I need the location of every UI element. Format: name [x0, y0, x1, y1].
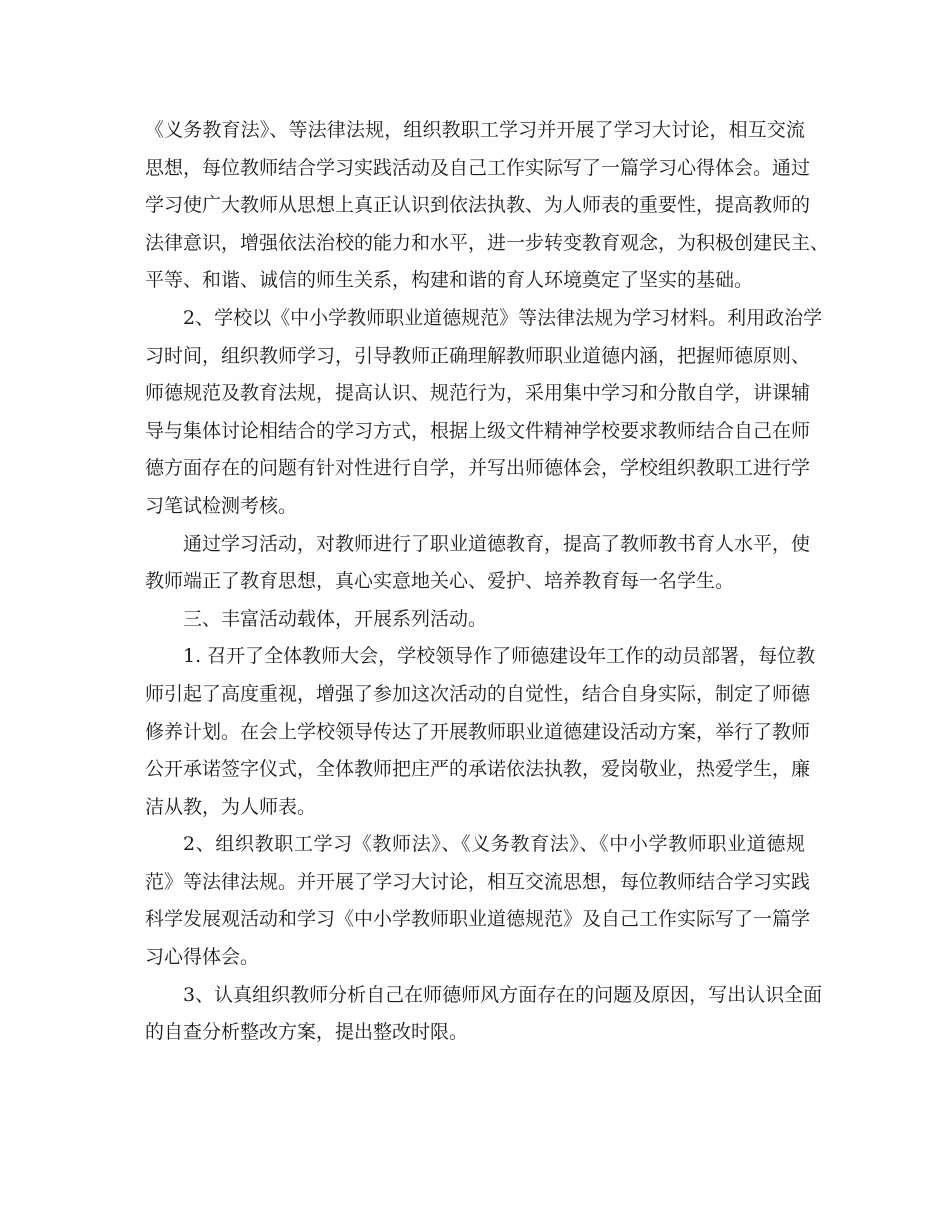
text-line: 法律意识，增强依法治校的能力和水平，进一步转变教育观念，为积极创建民主、: [145, 231, 830, 254]
text-line: 2、组织教职工学习《教师法》、《义务教育法》、《中小学教师职业道德规: [183, 833, 805, 856]
text-line: 2、学校以《中小学教师职业道德规范》等法律法规为学习材料。利用政治学: [183, 306, 823, 329]
paragraph: [145, 826, 811, 976]
text-line: 平等、和谐、诚信的师生关系，构建和谐的育人环境奠定了坚实的基础。: [145, 269, 754, 292]
text-line: 三、丰富活动载体，开展系列活动。: [183, 607, 488, 630]
text-line: 教师端正了教育思想，真心实意地关心、爱护、培养教育每一名学生。: [145, 570, 735, 593]
paragraph: [145, 601, 805, 639]
text-line: 师引起了高度重视，增强了参加这次活动的自觉性，结合自身实际，制定了师德: [145, 682, 811, 705]
text-line: 公开承诺签字仪式，全体教师把庄严的承诺依法执教，爱岗敬业，热爱学生，廉: [145, 758, 811, 781]
text-line: 德方面存在的问题有针对性进行自学，并写出师德体会，学校组织教职工进行学: [145, 457, 811, 480]
text-line: 思想，每位教师结合学习实践活动及自己工作实际写了一篇学习心得体会。通过: [145, 156, 811, 179]
text-line: 《义务教育法》、等法律法规，组织教职工学习并开展了学习大讨论，相互交流: [145, 119, 805, 141]
document-body: [145, 112, 830, 1052]
text-line: 修养计划。在会上学校领导传达了开展教师职业道德建设活动方案，举行了教师: [145, 720, 811, 743]
text-line: 习心得体会。: [145, 946, 260, 969]
text-line: 洁从教，为人师表。: [145, 795, 317, 818]
text-line: 的自查分析整改方案，提出整改时限。: [145, 1021, 469, 1044]
paragraph: [145, 526, 811, 601]
paragraph: [145, 638, 816, 826]
text-line: 习笔试检测考核。: [145, 494, 298, 517]
text-line: 学习使广大教师从思想上真正认识到依法执教、为人师表的重要性，提高教师的: [145, 194, 811, 217]
text-line: 范》等法律法规。并开展了学习大讨论，相互交流思想，每位教师结合学习实践: [145, 870, 811, 893]
text-line: 科学发展观活动和学习《中小学教师职业道德规范》及自己工作实际写了一篇学: [145, 908, 811, 931]
text-line: 习时间，组织教师学习，引导教师正确理解教师职业道德内涵，把握师德原则、: [145, 344, 811, 367]
paragraph: [145, 977, 823, 1052]
paragraph: [145, 300, 823, 526]
text-line: 3、认真组织教师分析自己在师德师风方面存在的问题及原因，写出认识全面: [183, 983, 823, 1006]
text-line: 导与集体讨论相结合的学习方式，根据上级文件精神学校要求教师结合自己在师: [145, 419, 811, 442]
text-line: 1. 召开了全体教师大会，学校领导作了师德建设年工作的动员部署，每位教: [183, 645, 816, 668]
text-line: 师德规范及教育法规，提高认识、规范行为，采用集中学习和分散自学，讲课辅: [145, 382, 811, 405]
paragraph: [145, 112, 830, 300]
text-line: 通过学习活动，对教师进行了职业道德教育，提高了教师教书育人水平，使: [183, 532, 811, 555]
